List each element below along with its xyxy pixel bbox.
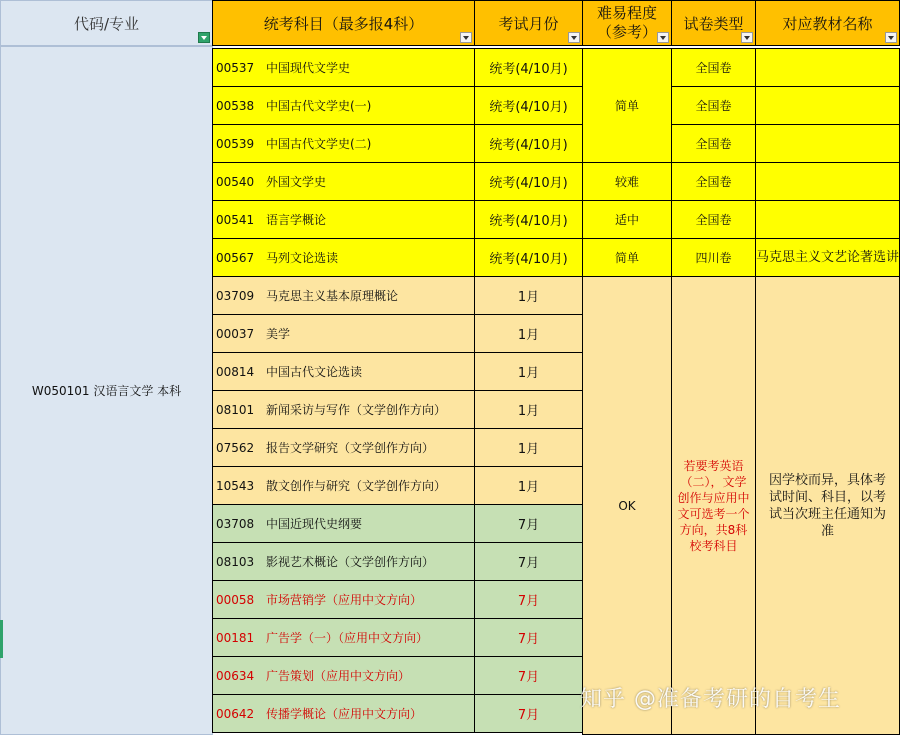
difficulty-medium-label: 适中	[614, 213, 639, 227]
textbook-cell-00539[interactable]	[755, 124, 900, 163]
subject-code: 00181	[216, 630, 255, 645]
month-cell[interactable]	[474, 580, 583, 619]
subject-code: 00540	[216, 174, 255, 189]
subject-name: 散文创作与研究（文学创作方向）	[266, 479, 447, 493]
month-cell[interactable]	[474, 352, 583, 391]
subject-name: 广告策划（应用中文方向）	[266, 669, 411, 683]
subject-code: 00539	[216, 136, 255, 151]
subject-cell[interactable]	[212, 86, 475, 125]
subject-cell[interactable]	[212, 504, 475, 543]
subject-code: 08101	[216, 402, 255, 417]
month-label: 1月	[517, 442, 540, 457]
month-label: 1月	[517, 480, 540, 495]
subject-name: 美学	[266, 327, 291, 341]
filter-active-icon[interactable]	[198, 32, 210, 43]
month-label: 7月	[517, 632, 540, 647]
difficulty-medium-cell[interactable]	[582, 200, 672, 239]
header-textbook[interactable]	[755, 0, 900, 46]
header-textbook-label: 对应教材名称	[782, 14, 873, 33]
difficulty-hard-cell[interactable]	[582, 162, 672, 201]
subject-cell[interactable]	[212, 48, 475, 87]
month-cell[interactable]	[474, 504, 583, 543]
subject-cell[interactable]	[212, 580, 475, 619]
paper-type-cell[interactable]	[671, 86, 756, 125]
textbook-cell-00541[interactable]	[755, 200, 900, 239]
difficulty-ok-label: OK	[618, 498, 636, 513]
subject-name: 中国古代文论选读	[266, 365, 363, 379]
month-cell[interactable]	[474, 314, 583, 353]
header-major[interactable]	[0, 0, 213, 46]
month-cell[interactable]	[474, 162, 583, 201]
subject-cell[interactable]	[212, 618, 475, 657]
month-cell[interactable]	[474, 238, 583, 277]
filter-dropdown-icon[interactable]	[741, 32, 753, 43]
difficulty-easy-label: 简单	[614, 99, 639, 113]
month-cell[interactable]	[474, 542, 583, 581]
subject-code: 07562	[216, 440, 255, 455]
month-label: 统考(4/10月)	[489, 62, 568, 77]
month-cell[interactable]	[474, 48, 583, 87]
subject-code: 03708	[216, 516, 255, 531]
subject-name: 马克思主义基本原理概论	[266, 289, 399, 303]
month-cell[interactable]	[474, 656, 583, 695]
subject-cell[interactable]	[212, 314, 475, 353]
month-cell[interactable]	[474, 390, 583, 429]
month-label: 7月	[517, 708, 540, 723]
month-label: 7月	[517, 594, 540, 609]
subject-cell[interactable]	[212, 276, 475, 315]
paper-type-label: 全国卷	[695, 99, 732, 113]
subject-cell[interactable]	[212, 352, 475, 391]
month-cell[interactable]	[474, 200, 583, 239]
month-label: 1月	[517, 366, 540, 381]
difficulty-easy-cell[interactable]	[582, 48, 672, 163]
difficulty-ok-cell[interactable]	[582, 276, 672, 735]
textbook-00567-label: 马克思主义文艺论著选讲	[756, 249, 900, 265]
difficulty-easy-cell-2[interactable]	[582, 238, 672, 277]
paper-type-label: 全国卷	[695, 61, 732, 75]
subject-name: 外国文学史	[266, 175, 327, 189]
month-cell[interactable]	[474, 86, 583, 125]
paper-type-cell[interactable]	[671, 162, 756, 201]
subject-name: 广告学（一）（应用中文方向）	[266, 631, 429, 645]
month-label: 1月	[517, 404, 540, 419]
paper-type-cell[interactable]	[671, 200, 756, 239]
subject-name: 语言学概论	[266, 213, 327, 227]
month-label: 统考(4/10月)	[489, 214, 568, 229]
subject-code: 08103	[216, 554, 255, 569]
subject-cell[interactable]	[212, 390, 475, 429]
difficulty-easy-label-2: 简单	[614, 251, 639, 265]
subject-cell[interactable]	[212, 428, 475, 467]
month-cell[interactable]	[474, 618, 583, 657]
subject-name: 影视艺术概论（文学创作方向）	[266, 555, 435, 569]
header-difficulty-label-1: 难易程度	[596, 4, 657, 22]
header-month[interactable]	[474, 0, 583, 46]
subject-name: 传播学概论（应用中文方向）	[266, 707, 423, 721]
subject-code: 00634	[216, 668, 255, 683]
textbook-cell-00538[interactable]	[755, 86, 900, 125]
subject-cell[interactable]	[212, 124, 475, 163]
paper-note-cell[interactable]	[671, 276, 756, 735]
subject-name: 新闻采访与写作（文学创作方向）	[266, 403, 447, 417]
paper-type-label: 全国卷	[695, 175, 732, 189]
month-cell[interactable]	[474, 466, 583, 505]
header-difficulty[interactable]	[582, 0, 672, 46]
difficulty-hard-label: 较难	[614, 175, 639, 189]
subject-name: 中国古代文学史(二)	[266, 137, 372, 151]
subject-code: 00567	[216, 250, 255, 265]
paper-type-cell[interactable]	[671, 124, 756, 163]
paper-type-cell[interactable]	[671, 48, 756, 87]
month-label: 统考(4/10月)	[489, 252, 568, 267]
subject-cell[interactable]	[212, 656, 475, 695]
subject-code: 00058	[216, 592, 255, 607]
subject-cell[interactable]	[212, 542, 475, 581]
paper-type-label: 四川卷	[695, 251, 732, 265]
header-paper-type[interactable]	[671, 0, 756, 46]
subject-cell[interactable]	[212, 466, 475, 505]
textbook-note-cell[interactable]	[755, 276, 900, 735]
paper-type-label: 全国卷	[695, 137, 732, 151]
subject-cell[interactable]	[212, 200, 475, 239]
filter-dropdown-icon[interactable]	[460, 32, 472, 43]
month-label: 7月	[517, 518, 540, 533]
month-label: 统考(4/10月)	[489, 100, 568, 115]
subject-code: 00538	[216, 98, 255, 113]
row-selection-marker	[0, 620, 3, 658]
subject-cell[interactable]	[212, 238, 475, 277]
subject-code: 00541	[216, 212, 255, 227]
subject-code: 00037	[216, 326, 255, 341]
month-cell[interactable]	[474, 124, 583, 163]
subject-code: 00642	[216, 706, 255, 721]
month-label: 7月	[517, 556, 540, 571]
header-major-label: 代码/专业	[73, 14, 140, 33]
subject-name: 马列文论选读	[266, 251, 339, 265]
month-label: 1月	[517, 328, 540, 343]
subject-name: 报告文学研究（文学创作方向）	[266, 441, 435, 455]
subject-name: 中国古代文学史(一)	[266, 99, 372, 113]
subject-cell[interactable]	[212, 162, 475, 201]
major-cell[interactable]	[0, 46, 213, 735]
filter-dropdown-icon[interactable]	[568, 32, 580, 43]
month-cell[interactable]	[474, 276, 583, 315]
subject-code: 00537	[216, 60, 255, 75]
month-label: 1月	[517, 290, 540, 305]
textbook-cell-00567[interactable]	[755, 238, 900, 277]
subject-name: 中国现代文学史	[266, 61, 351, 75]
subject-name: 中国近现代史纲要	[266, 517, 363, 531]
month-label: 统考(4/10月)	[489, 176, 568, 191]
textbook-note-text: 因学校而异，具体考试时间、科目，以考试当次班主任通知为准	[768, 472, 886, 539]
paper-note-text: 若要考英语（二），文学创作与应用中文可选考一个方向，共8科校考科目	[677, 458, 750, 553]
paper-type-cell[interactable]	[671, 238, 756, 277]
subject-code: 03709	[216, 288, 255, 303]
header-subject-label: 统考科目（最多报4科）	[263, 14, 424, 33]
subject-code: 10543	[216, 478, 255, 493]
paper-type-label: 全国卷	[695, 213, 732, 227]
header-paper-type-label: 试卷类型	[683, 14, 744, 33]
month-label: 统考(4/10月)	[489, 138, 568, 153]
month-label: 7月	[517, 670, 540, 685]
month-cell[interactable]	[474, 428, 583, 467]
subject-cell[interactable]	[212, 694, 475, 733]
textbook-cell-00540[interactable]	[755, 162, 900, 201]
subject-name: 市场营销学（应用中文方向）	[266, 593, 423, 607]
header-month-label: 考试月份	[498, 14, 559, 33]
header-difficulty-label-2: （参考）	[596, 23, 657, 41]
watermark: 知乎 @准备考研的自考生	[580, 687, 841, 712]
month-cell[interactable]	[474, 694, 583, 733]
major-label: W050101 汉语言文学 本科	[31, 384, 182, 398]
filter-dropdown-icon[interactable]	[657, 32, 669, 43]
header-subject[interactable]	[212, 0, 475, 46]
textbook-cell-00537[interactable]	[755, 48, 900, 87]
filter-dropdown-icon[interactable]	[885, 32, 897, 43]
subject-code: 00814	[216, 364, 255, 379]
